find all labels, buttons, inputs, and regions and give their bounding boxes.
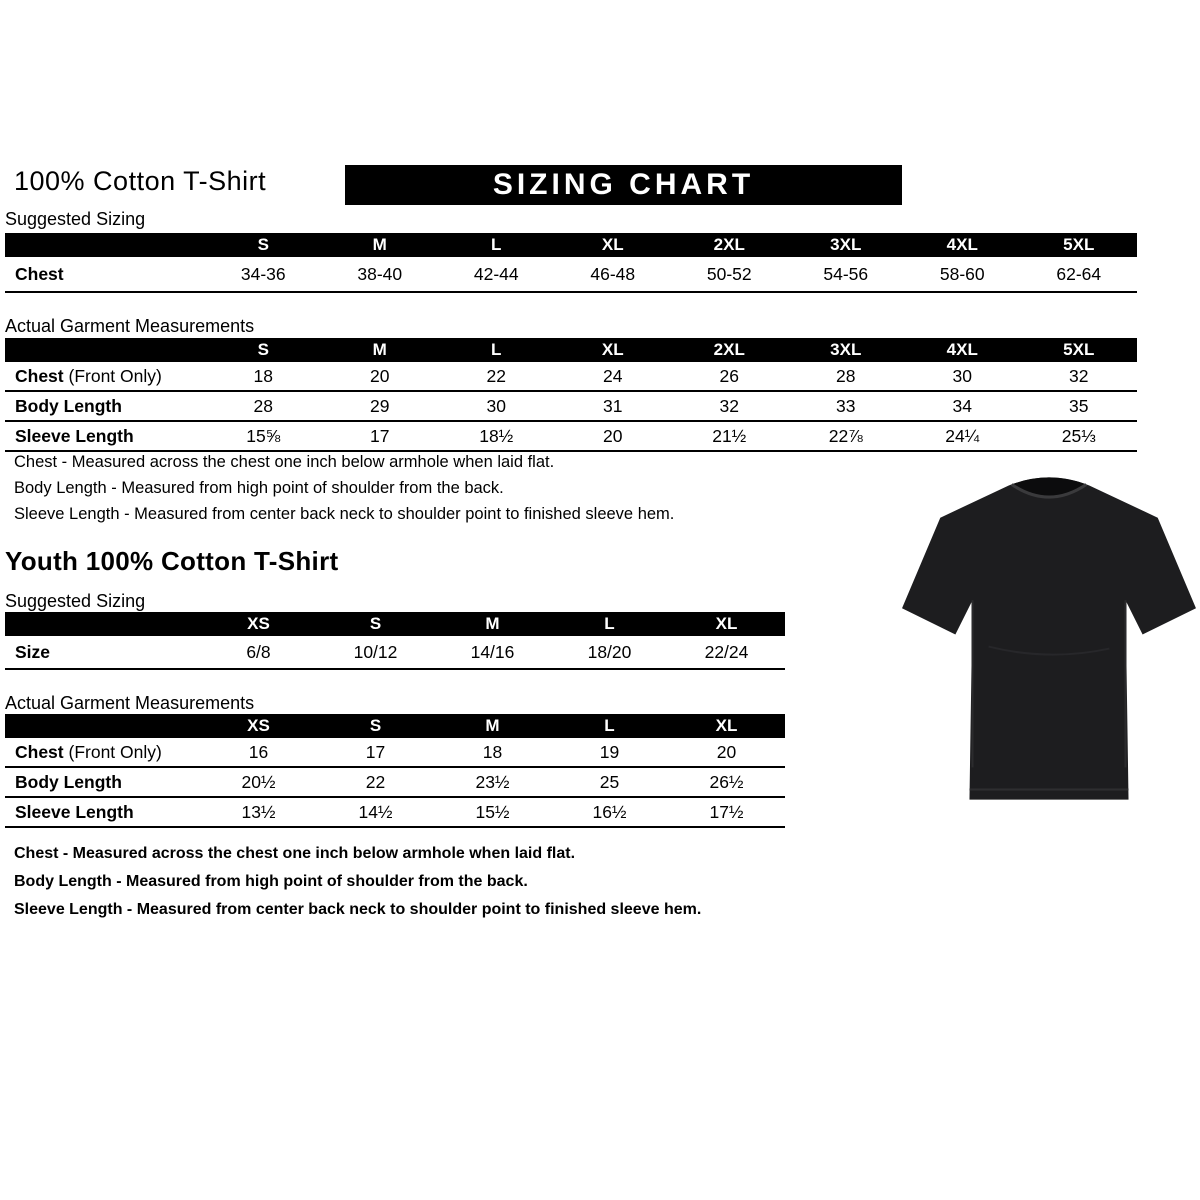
cell: 32 [671, 391, 788, 421]
row-label: Body Length [15, 395, 122, 416]
row-label: Chest [15, 365, 64, 386]
cell: 15½ [434, 797, 551, 827]
cell: 30 [438, 391, 555, 421]
youth-suggested-heading: Suggested Sizing [5, 591, 146, 611]
cell: 20 [322, 362, 439, 391]
cell: 17 [317, 738, 434, 767]
column-header: 5XL [1021, 338, 1138, 362]
adult-actual-heading: Actual Garment Measurements [5, 316, 255, 336]
cell: 18 [434, 738, 551, 767]
measurement-note: Body Length - Measured from high point of shoulder from the back. [14, 479, 504, 497]
measurement-note: Sleeve Length - Measured from center back neck to shoulder point to finished sleeve hem. [14, 901, 702, 918]
cell: 31 [555, 391, 672, 421]
column-header: XS [200, 612, 317, 636]
column-header: M [322, 338, 439, 362]
column-header: 3XL [788, 233, 905, 257]
cell: 23½ [434, 767, 551, 797]
header-row [5, 714, 785, 738]
cell: 18 [205, 362, 322, 391]
table-row [5, 767, 785, 797]
adult-suggested-table [5, 233, 1137, 293]
cell: 14½ [317, 797, 434, 827]
cell: 14/16 [434, 636, 551, 669]
cell: 35 [1021, 391, 1138, 421]
cell: 30 [904, 362, 1021, 391]
cell: 26 [671, 362, 788, 391]
cell: 29 [322, 391, 439, 421]
cell: 24 [555, 362, 672, 391]
cell: 42-44 [438, 257, 555, 292]
row-label-suffix: (Front Only) [63, 365, 162, 386]
header-spacer [5, 714, 200, 738]
cell: 22/24 [668, 636, 785, 669]
table-row [5, 421, 1137, 451]
cell: 38-40 [322, 257, 439, 292]
cell: 25⅓ [1021, 421, 1138, 451]
row-label: Body Length [15, 771, 122, 792]
cell: 17 [322, 421, 439, 451]
row-label-suffix: (Front Only) [63, 741, 162, 762]
cell: 16½ [551, 797, 668, 827]
cell: 22 [317, 767, 434, 797]
table-row [5, 636, 785, 669]
column-header: XL [668, 714, 785, 738]
cell: 62-64 [1021, 257, 1138, 292]
column-header: 2XL [671, 233, 788, 257]
cell: 34 [904, 391, 1021, 421]
row-label: Sleeve Length [15, 801, 134, 822]
column-header: XS [200, 714, 317, 738]
cell: 46-48 [555, 257, 672, 292]
column-header: L [438, 233, 555, 257]
measurement-note: Sleeve Length - Measured from center back neck to shoulder point to finished sleeve hem. [14, 505, 675, 523]
column-header: S [205, 233, 322, 257]
cell: 6/8 [200, 636, 317, 669]
column-header: XL [555, 338, 672, 362]
cell: 26½ [668, 767, 785, 797]
measurement-note: Body Length - Measured from high point of shoulder from the back. [14, 873, 528, 890]
youth-title: Youth 100% Cotton T-Shirt [5, 546, 339, 576]
cell: 22⅞ [788, 421, 905, 451]
cell: 24¼ [904, 421, 1021, 451]
cell: 21½ [671, 421, 788, 451]
measurement-note: Chest - Measured across the chest one inch below armhole when laid flat. [14, 845, 576, 862]
cell: 20½ [200, 767, 317, 797]
cell: 13½ [200, 797, 317, 827]
cell: 18½ [438, 421, 555, 451]
header-row [5, 233, 1137, 257]
column-header: XL [555, 233, 672, 257]
row-label: Chest [15, 263, 64, 284]
cell: 19 [551, 738, 668, 767]
cell: 33 [788, 391, 905, 421]
column-header: L [551, 612, 668, 636]
column-header: L [438, 338, 555, 362]
column-header: S [205, 338, 322, 362]
column-header: M [322, 233, 439, 257]
header-row [5, 612, 785, 636]
sizing-chart-banner: SIZING CHART [345, 165, 902, 205]
cell: 10/12 [317, 636, 434, 669]
row-label: Size [15, 641, 51, 662]
cell: 34-36 [205, 257, 322, 292]
table-row [5, 257, 1137, 292]
header-row [5, 338, 1137, 362]
table-row [5, 738, 785, 767]
adult-actual-table [5, 338, 1137, 452]
adult-suggested-heading: Suggested Sizing [5, 209, 146, 229]
column-header: 4XL [904, 338, 1021, 362]
cell: 22 [438, 362, 555, 391]
tshirt-image [898, 463, 1200, 815]
cell: 18/20 [551, 636, 668, 669]
cell: 58-60 [904, 257, 1021, 292]
cell: 25 [551, 767, 668, 797]
cell: 20 [668, 738, 785, 767]
measurement-note: Chest - Measured across the chest one inch below armhole when laid flat. [14, 453, 555, 471]
column-header: M [434, 714, 551, 738]
cell: 28 [788, 362, 905, 391]
row-label: Sleeve Length [15, 425, 134, 446]
header-spacer [5, 233, 205, 257]
cell: 15⅝ [205, 421, 322, 451]
cell: 28 [205, 391, 322, 421]
column-header: S [317, 612, 434, 636]
column-header: S [317, 714, 434, 738]
table-row [5, 797, 785, 827]
youth-suggested-table [5, 612, 785, 670]
youth-actual-table [5, 714, 785, 828]
cell: 32 [1021, 362, 1138, 391]
row-label: Chest [15, 741, 64, 762]
column-header: L [551, 714, 668, 738]
column-header: 5XL [1021, 233, 1138, 257]
header-spacer [5, 612, 200, 636]
column-header: 4XL [904, 233, 1021, 257]
column-header: M [434, 612, 551, 636]
youth-actual-heading: Actual Garment Measurements [5, 693, 255, 713]
header-spacer [5, 338, 205, 362]
column-header: 3XL [788, 338, 905, 362]
cell: 54-56 [788, 257, 905, 292]
cell: 20 [555, 421, 672, 451]
column-header: XL [668, 612, 785, 636]
table-row [5, 391, 1137, 421]
table-row [5, 362, 1137, 391]
cell: 17½ [668, 797, 785, 827]
cell: 50-52 [671, 257, 788, 292]
cell: 16 [200, 738, 317, 767]
column-header: 2XL [671, 338, 788, 362]
page-title: 100% Cotton T-Shirt [14, 166, 267, 196]
